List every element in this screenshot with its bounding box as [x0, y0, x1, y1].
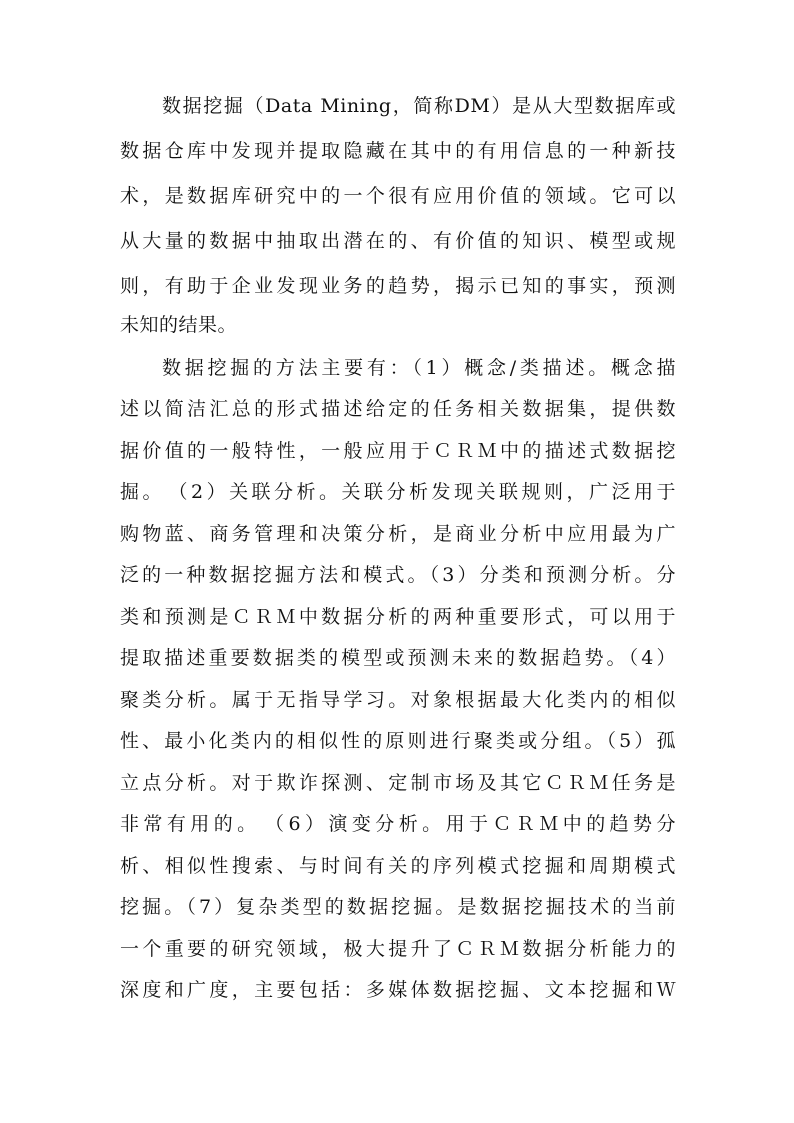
paragraph-2-line-10: 性、最小化类内的相似性的原则进行聚类或分组。（5）孤 — [120, 730, 676, 752]
paragraph-2-line-4: 掘。 （2）关联分析。关联分析发现关联规则，广泛用于 — [120, 481, 676, 503]
paragraph-2-line-9: 聚类分析。属于无指导学习。对象根据最大化类内的相似 — [120, 689, 676, 711]
paragraph-2-line-6: 泛的一种数据挖掘方法和模式。（3）分类和预测分析。分 — [120, 564, 676, 586]
paragraph-2-line-16: 深度和广度，主要包括：多媒体数据挖掘、文本挖掘和Ｗ — [120, 979, 676, 1001]
paragraph-2-line-5: 购物蓝、商务管理和决策分析，是商业分析中应用最为广 — [120, 523, 676, 545]
paragraph-2-line-13: 析、相似性搜索、与时间有关的序列模式挖掘和周期模式 — [120, 855, 676, 877]
paragraph-2-line-8: 提取描述重要数据类的模型或预测未来的数据趋势。（4） — [120, 647, 676, 669]
paragraph-1-line-4: 从大量的数据中抽取出潜在的、有价值的知识、模型或规 — [120, 230, 676, 252]
paragraph-1-line-3: 术，是数据库研究中的一个很有应用价值的领域。它可以 — [120, 185, 676, 207]
paragraph-2-line-3: 据价值的一般特性，一般应用于ＣＲＭ中的描述式数据挖 — [120, 440, 676, 462]
paragraph-1-line-2: 数据仓库中发现并提取隐藏在其中的有用信息的一种新技 — [120, 140, 676, 162]
paragraph-2-line-7: 类和预测是ＣＲＭ中数据分析的两种重要形式，可以用于 — [120, 606, 676, 628]
paragraph-2-line-12: 非常有用的。 （6）演变分析。用于ＣＲＭ中的趋势分 — [120, 813, 676, 835]
paragraph-2-line-11: 立点分析。对于欺诈探测、定制市场及其它ＣＲＭ任务是 — [120, 772, 676, 794]
paragraph-1-line-1: 数据挖掘（Data Mining，简称DM）是从大型数据库或 — [162, 95, 676, 117]
paragraph-2-line-14: 挖掘。（7）复杂类型的数据挖掘。是数据挖掘技术的当前 — [120, 896, 676, 918]
paragraph-2-line-15: 一个重要的研究领域，极大提升了ＣＲＭ数据分析能力的 — [120, 938, 676, 960]
paragraph-1-line-5: 则，有助于企业发现业务的趋势，揭示已知的事实，预测 — [120, 275, 676, 297]
paragraph-1-line-6: 未知的结果。 — [120, 314, 238, 336]
paragraph-2-line-2: 述以简洁汇总的形式描述给定的任务相关数据集，提供数 — [120, 398, 676, 420]
paragraph-2-line-1: 数据挖掘的方法主要有：（1）概念/类描述。概念描 — [162, 357, 676, 379]
